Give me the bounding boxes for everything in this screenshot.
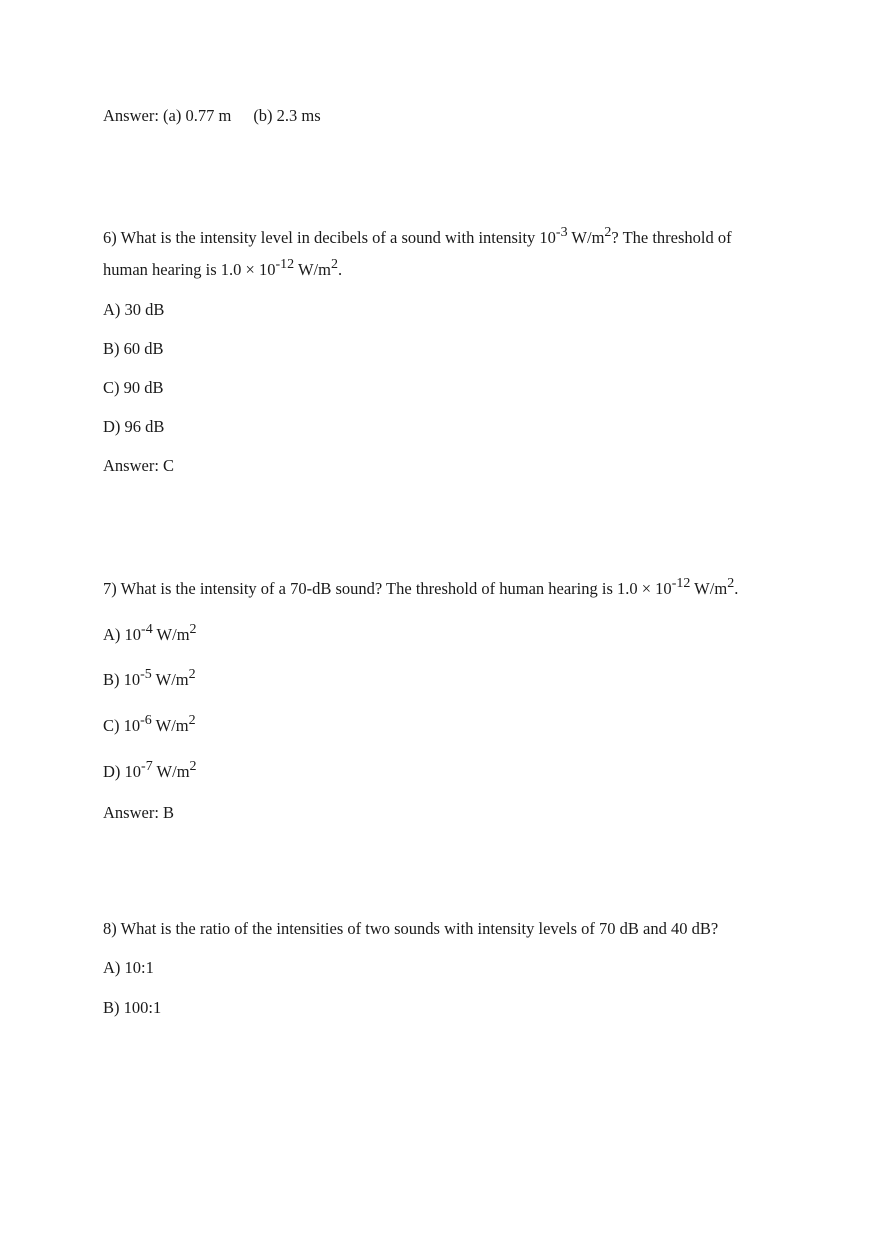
previous-answer-label: Answer: [103, 106, 159, 125]
question-7-exponent: -12 [671, 576, 691, 591]
question-7-text: 7) What is the intensity of a 70-dB sound? The threshold of human hearing is 1.0 × 10 [103, 579, 672, 598]
question-7-option-c [103, 713, 196, 736]
question-6-line-2 [103, 257, 343, 280]
question-6-unit-exponent: 2 [604, 225, 612, 240]
option-a-unit-exponent: 2 [189, 622, 197, 637]
option-a-base: A) 10 [103, 625, 142, 644]
question-6-text-tail: ? The threshold of [611, 228, 732, 247]
question-7-unit: W/m [690, 579, 728, 598]
question-8-option-b: B) 100:1 [103, 998, 162, 1017]
question-6-option-b: B) 60 dB [103, 339, 164, 358]
question-6-text: 6) What is the intensity level in decibels of a sound with intensity 10 [103, 228, 556, 247]
option-c-unit: W/m [151, 716, 189, 735]
question-7-option-a [103, 622, 197, 645]
previous-answer [103, 106, 321, 126]
question-7-answer: Answer: B [103, 803, 175, 822]
question-6-exponent: -3 [555, 225, 568, 240]
option-d-unit-exponent: 2 [189, 759, 197, 774]
question-7-period: . [734, 579, 739, 598]
question-6-option-a: A) 30 dB [103, 300, 165, 319]
question-8-option-a: A) 10:1 [103, 958, 154, 977]
question-7-option-b [103, 667, 196, 690]
option-d-base: D) 10 [103, 762, 142, 781]
question-6-answer: Answer: C [103, 456, 175, 475]
option-d-exponent: -7 [141, 759, 153, 774]
question-6-unit: W/m [567, 228, 605, 247]
question-8-text: 8) What is the ratio of the intensities of two sounds with intensity levels of 70 dB and 40 dB? [103, 919, 719, 938]
question-7-unit-exponent: 2 [727, 576, 735, 591]
question-7-option-d [103, 759, 197, 782]
option-b-exponent: -5 [140, 667, 152, 682]
option-b-unit-exponent: 2 [188, 667, 196, 682]
question-6-threshold-text: human hearing is 1.0 × 10 [103, 260, 276, 279]
previous-answer-part-b: (b) 2.3 ms [253, 106, 321, 125]
question-6-option-d: D) 96 dB [103, 417, 165, 436]
option-b-unit: W/m [151, 670, 189, 689]
option-d-unit: W/m [152, 762, 190, 781]
previous-answer-part-a: (a) 0.77 m [163, 106, 232, 125]
question-7-line [103, 576, 739, 599]
question-6-period: . [337, 260, 343, 279]
question-6-threshold-unit: W/m [294, 260, 331, 279]
question-6-option-c: C) 90 dB [103, 378, 164, 397]
question-6-line-1 [103, 225, 732, 248]
question-6-threshold-exponent: -12 [275, 257, 295, 272]
option-c-unit-exponent: 2 [188, 713, 196, 728]
option-c-base: C) 10 [103, 716, 141, 735]
option-b-base: B) 10 [103, 670, 141, 689]
question-6-threshold-unit-exponent: 2 [330, 257, 338, 272]
option-a-unit: W/m [152, 625, 190, 644]
option-a-exponent: -4 [141, 622, 153, 637]
option-c-exponent: -6 [140, 713, 152, 728]
